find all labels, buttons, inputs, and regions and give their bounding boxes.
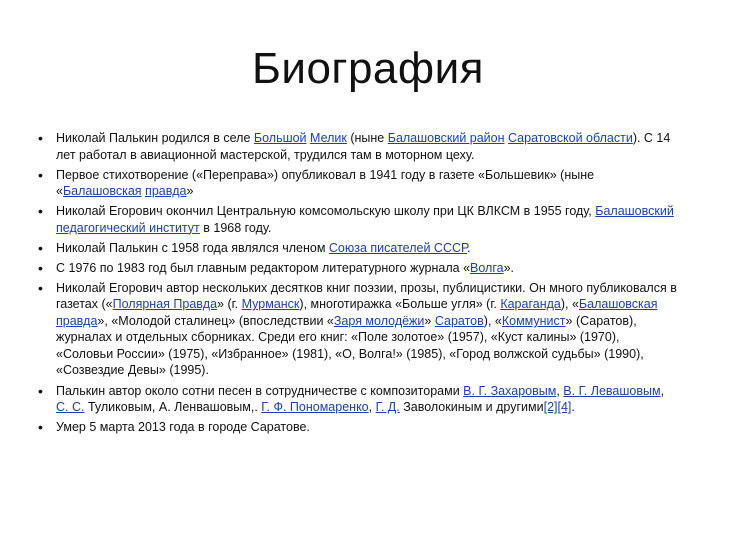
wiki-link[interactable]: Большой — [253, 131, 307, 145]
text-span: », «Молодой сталинец» (впоследствии « — [97, 313, 334, 328]
text-span: , — [368, 400, 376, 415]
wiki-link[interactable]: Саратов — [434, 313, 484, 328]
list-item — [38, 130, 678, 163]
text-span: . — [571, 400, 575, 415]
wiki-link[interactable]: Балашовская — [578, 297, 658, 312]
list-item — [38, 260, 678, 277]
text-span: в 1968 году. — [199, 220, 272, 235]
wiki-link[interactable]: правда — [145, 184, 187, 199]
bullet-icon: • — [38, 259, 43, 276]
text-span: Николай Палькин с 1958 года являлся членом — [56, 240, 329, 255]
bullet-icon: • — [38, 279, 43, 296]
text-span: ), « — [483, 313, 502, 328]
text-span: ), многотиражка «Больше угля» (г. — [299, 297, 501, 312]
wiki-link[interactable]: [2] — [543, 400, 558, 415]
text-span: ), « — [560, 297, 579, 312]
wiki-link[interactable]: Балашовский район — [387, 131, 505, 145]
bullet-icon: • — [38, 382, 43, 399]
wiki-link[interactable]: Г. Ф. Пономаренко — [261, 400, 369, 415]
text-span: , — [660, 383, 665, 398]
text-span: С 1976 по 1983 год был главным редактором литературного журнала « — [56, 260, 471, 275]
wiki-link[interactable]: Мурманск — [241, 297, 300, 312]
wiki-link[interactable]: Г. Д. — [375, 400, 400, 415]
text-span: Умер 5 марта 2013 года в городе Саратове. — [56, 420, 310, 435]
text-span: » — [186, 184, 194, 199]
text-span: . — [466, 240, 471, 255]
text-span: » (Саратов), журналах и отдельных сборниках. Среди его книг: «Поле золотое» (1957), «Куст калины» (1970), «Соловьи России» (1975), «Избранное» (1981), «О, Волга!» (1985), «Город волжской судьбы» (1990), «Созвездие Девы» (1995). — [56, 313, 644, 378]
text-span: Заволокиным и другими — [399, 400, 544, 415]
bullet-icon: • — [38, 130, 43, 146]
wiki-link[interactable]: Саратовской области — [508, 131, 633, 145]
wiki-link[interactable]: Коммунист — [501, 313, 566, 328]
text-span: Первое стихотворение («Переправа») опубликовал в 1941 году в газете «Большевик» (ныне « — [56, 167, 595, 199]
wiki-link[interactable]: Полярная Правда — [112, 297, 218, 312]
text-span: ). С 14 лет работал в авиационной мастерской, трудился там в моторном цеху. — [56, 131, 671, 162]
text-span: Николай Егорович окончил Центральную комсомольскую школу при ЦК ВЛКСМ в 1955 году, — [56, 204, 596, 219]
text-span: Николай Палькин родился в селе — [56, 131, 254, 145]
list-item — [38, 383, 678, 416]
page-title: Биография — [251, 44, 485, 93]
text-span: » (г. — [217, 297, 242, 312]
bullet-icon: • — [38, 203, 43, 220]
list-item — [38, 280, 678, 379]
text-span: (ныне — [346, 131, 388, 145]
wiki-link[interactable]: Караганда — [500, 297, 561, 312]
wiki-link[interactable]: Волга — [470, 260, 504, 275]
wiki-link[interactable]: Балашовская — [62, 184, 142, 199]
wiki-link[interactable]: Мелик — [310, 131, 347, 145]
list-item — [38, 240, 678, 257]
text-span: » — [424, 313, 435, 328]
wiki-link[interactable]: [4] — [557, 400, 572, 415]
bullet-icon: • — [38, 239, 43, 256]
wiki-link[interactable]: правда — [56, 313, 98, 328]
list-item — [38, 167, 678, 200]
wiki-link[interactable]: Балашовский — [595, 204, 674, 219]
text-span: , — [556, 383, 564, 398]
biography-list — [38, 130, 678, 439]
wiki-link[interactable]: В. Г. Захаровым — [463, 383, 557, 398]
wiki-link[interactable]: Союза писателей СССР — [328, 240, 467, 255]
list-item — [38, 419, 678, 436]
text-span: Николай Егорович автор нескольких десятков книг поэзии, прозы, публицистики. Он много публиковался в газетах (« — [56, 280, 677, 312]
wiki-link[interactable]: С. С. — [56, 400, 85, 415]
text-span: Палькин автор около сотни песен в сотрудничестве с композиторами — [56, 383, 464, 398]
list-item — [38, 203, 678, 236]
wiki-link[interactable]: педагогический институт — [56, 220, 200, 235]
wiki-link[interactable]: В. Г. Левашовым — [563, 383, 661, 398]
wiki-link[interactable]: Заря молодёжи — [333, 313, 425, 328]
text-span: ». — [503, 260, 515, 275]
text-span: Туликовым, А. Ленвашовым,. — [84, 400, 262, 415]
bullet-icon: • — [38, 419, 43, 436]
bullet-icon: • — [38, 166, 43, 183]
